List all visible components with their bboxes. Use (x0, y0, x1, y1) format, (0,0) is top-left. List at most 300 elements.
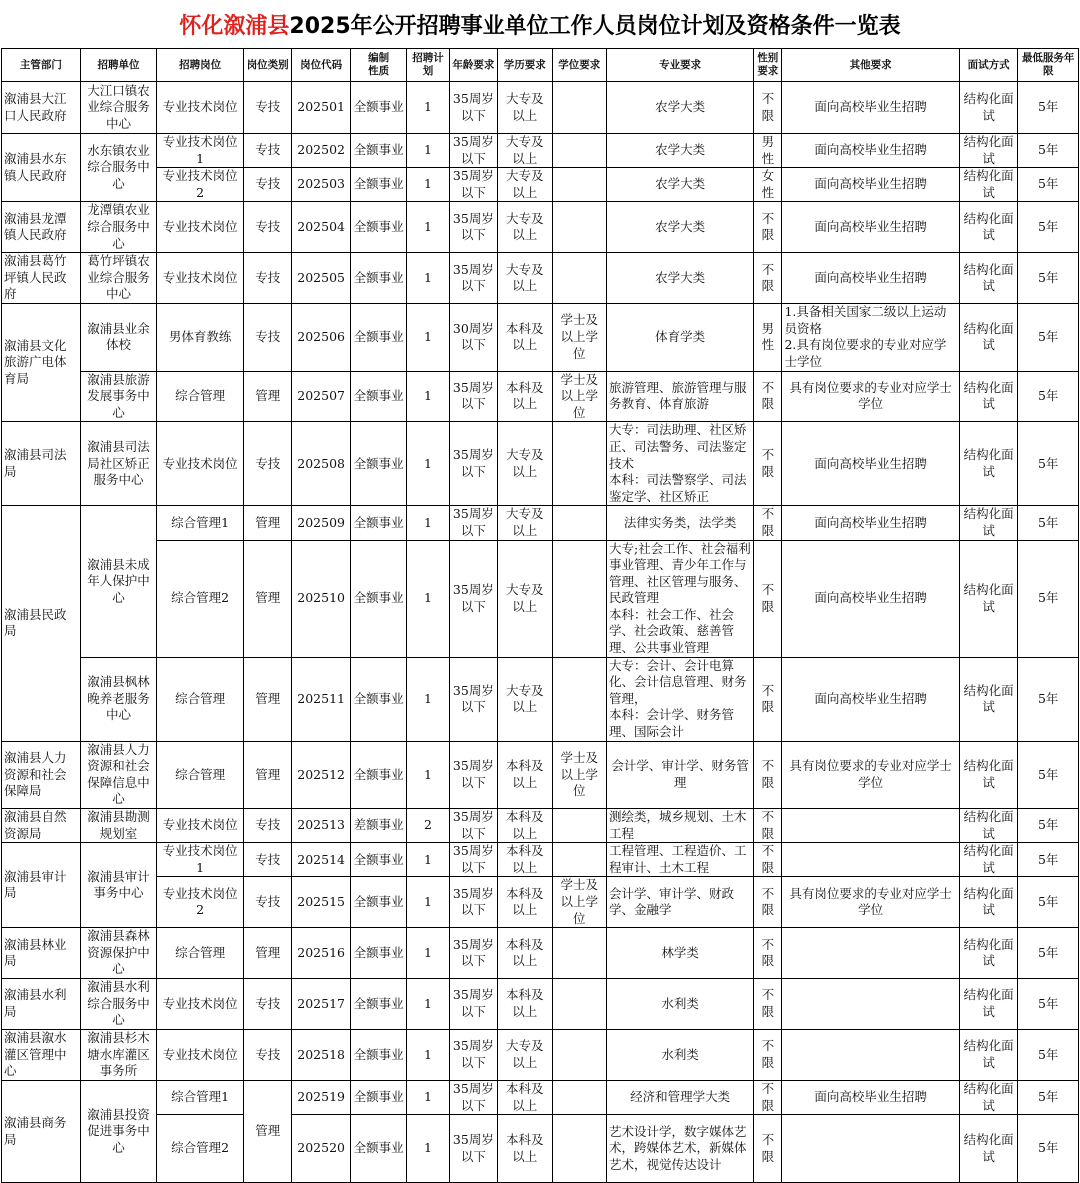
nature-cell: 全额事业 (350, 202, 406, 253)
plan-cell: 1 (407, 1115, 449, 1183)
code-cell: 202501 (292, 82, 350, 134)
interview-cell: 结构化面试 (959, 979, 1017, 1030)
category-cell: 专技 (244, 422, 292, 506)
nature-cell: 全额事业 (350, 540, 406, 657)
category-cell: 管理 (244, 657, 292, 741)
plan-cell: 2 (407, 809, 449, 843)
major-cell: 农学大类 (606, 253, 753, 304)
plan-cell: 1 (407, 741, 449, 808)
post-cell: 专业技术岗位1 (157, 843, 244, 877)
nature-cell: 全额事业 (350, 168, 406, 202)
major-cell: 大专：会计、会计电算化、会计信息管理、财务管理， 本科：会计学、财务管理、国际会计 (606, 657, 753, 741)
education-cell: 大专及以上 (498, 506, 552, 540)
service-years-cell: 5年 (1018, 1029, 1079, 1080)
degree-cell (552, 657, 606, 741)
nature-cell: 全额事业 (350, 928, 406, 979)
interview-cell: 结构化面试 (959, 928, 1017, 979)
post-cell: 综合管理2 (157, 540, 244, 657)
col-header: 编制 性质 (350, 49, 406, 82)
nature-cell: 全额事业 (350, 304, 406, 371)
category-cell: 管理 (244, 506, 292, 540)
age-cell: 35周岁以下 (449, 168, 497, 202)
plan-cell: 1 (407, 540, 449, 657)
table-row (2, 253, 1079, 304)
other-cell: 面向高校毕业生招聘 (782, 657, 959, 741)
service-years-cell: 5年 (1018, 202, 1079, 253)
dept-cell: 溆浦县大江口人民政府 (2, 82, 81, 134)
interview-cell: 结构化面试 (959, 1115, 1017, 1183)
other-cell (782, 843, 959, 877)
post-cell: 专业技术岗位 (157, 202, 244, 253)
post-cell: 专业技术岗位2 (157, 168, 244, 202)
post-cell: 综合管理1 (157, 506, 244, 540)
table-row (2, 304, 1079, 371)
gender-cell: 不限 (754, 371, 782, 422)
degree-cell: 学士及以上学位 (552, 371, 606, 422)
education-cell: 本科及以上 (498, 741, 552, 808)
nature-cell: 全额事业 (350, 1029, 406, 1080)
col-header: 性别要求 (754, 49, 782, 82)
unit-cell: 大江口镇农业综合服务中心 (80, 82, 157, 134)
other-cell (782, 809, 959, 843)
table-row (2, 506, 1079, 540)
unit-cell: 溆浦县勘测规划室 (80, 809, 157, 843)
degree-cell (552, 506, 606, 540)
table-row (2, 877, 1079, 928)
other-cell (782, 1115, 959, 1183)
major-cell: 农学大类 (606, 168, 753, 202)
col-header: 岗位代码 (292, 49, 350, 82)
degree-cell (552, 928, 606, 979)
gender-cell: 不限 (754, 809, 782, 843)
nature-cell: 全额事业 (350, 1080, 406, 1114)
table-row (2, 741, 1079, 808)
unit-cell: 溆浦县人力资源和社会保障信息中心 (80, 741, 157, 808)
education-cell: 本科及以上 (498, 371, 552, 422)
table-row (2, 82, 1079, 134)
other-cell: 面向高校毕业生招聘 (782, 82, 959, 134)
dept-cell: 溆浦县人力资源和社会保障局 (2, 741, 81, 808)
header-row (2, 49, 1079, 82)
gender-cell: 不限 (754, 422, 782, 506)
degree-cell (552, 1080, 606, 1114)
degree-cell (552, 843, 606, 877)
education-cell: 本科及以上 (498, 809, 552, 843)
dept-cell: 溆浦县水利局 (2, 979, 81, 1030)
post-cell: 综合管理 (157, 928, 244, 979)
major-cell: 农学大类 (606, 202, 753, 253)
plan-cell: 1 (407, 1080, 449, 1114)
recruitment-table (1, 48, 1079, 1183)
age-cell: 35周岁以下 (449, 843, 497, 877)
interview-cell: 结构化面试 (959, 506, 1017, 540)
code-cell: 202508 (292, 422, 350, 506)
col-header: 学历要求 (498, 49, 552, 82)
gender-cell: 女性 (754, 168, 782, 202)
plan-cell: 1 (407, 506, 449, 540)
education-cell: 大专及以上 (498, 253, 552, 304)
nature-cell: 全额事业 (350, 371, 406, 422)
major-cell: 旅游管理、旅游管理与服务教育、体育旅游 (606, 371, 753, 422)
other-cell: 1.具备相关国家二级以上运动员资格 2.具有岗位要求的专业对应学士学位 (782, 304, 959, 371)
gender-cell: 不限 (754, 928, 782, 979)
plan-cell: 1 (407, 253, 449, 304)
degree-cell (552, 1115, 606, 1183)
nature-cell: 全额事业 (350, 843, 406, 877)
other-cell (782, 928, 959, 979)
major-cell: 体育学类 (606, 304, 753, 371)
table-row (2, 1115, 1079, 1183)
dept-cell: 溆浦县龙潭镇人民政府 (2, 202, 81, 253)
dept-cell: 溆浦县自然资源局 (2, 809, 81, 843)
gender-cell: 男性 (754, 134, 782, 168)
code-cell: 202511 (292, 657, 350, 741)
page-title (0, 0, 1080, 48)
plan-cell: 1 (407, 422, 449, 506)
interview-cell: 结构化面试 (959, 168, 1017, 202)
category-cell: 专技 (244, 877, 292, 928)
dept-cell: 溆浦县审计局 (2, 843, 81, 928)
nature-cell: 全额事业 (350, 82, 406, 134)
table-row (2, 1029, 1079, 1080)
age-cell: 35周岁以下 (449, 82, 497, 134)
gender-cell: 不限 (754, 82, 782, 134)
major-cell: 法律实务类，法学类 (606, 506, 753, 540)
other-cell (782, 979, 959, 1030)
education-cell: 本科及以上 (498, 1080, 552, 1114)
code-cell: 202514 (292, 843, 350, 877)
major-cell: 大专;社会工作、社会福利事业管理、青少年工作与管理、社区管理与服务、民政管理 本科：社会工作、社会学、社会政策、慈善管理、公共事业管理 (606, 540, 753, 657)
title-rest: 2025年公开招聘事业单位工作人员岗位计划及资格条件一览表 (289, 13, 901, 39)
plan-cell: 1 (407, 928, 449, 979)
interview-cell: 结构化面试 (959, 540, 1017, 657)
gender-cell: 不限 (754, 843, 782, 877)
service-years-cell: 5年 (1018, 82, 1079, 134)
education-cell: 本科及以上 (498, 877, 552, 928)
degree-cell: 学士及以上学位 (552, 741, 606, 808)
degree-cell: 学士及以上学位 (552, 877, 606, 928)
post-cell: 专业技术岗位1 (157, 134, 244, 168)
plan-cell: 1 (407, 371, 449, 422)
code-cell: 202519 (292, 1080, 350, 1114)
table-row (2, 168, 1079, 202)
major-cell: 艺术设计学，数字媒体艺术，跨媒体艺术，新媒体艺术，视觉传达设计 (606, 1115, 753, 1183)
post-cell: 专业技术岗位 (157, 253, 244, 304)
nature-cell: 全额事业 (350, 877, 406, 928)
code-cell: 202512 (292, 741, 350, 808)
nature-cell: 全额事业 (350, 741, 406, 808)
other-cell: 具有岗位要求的专业对应学士学位 (782, 371, 959, 422)
other-cell: 面向高校毕业生招聘 (782, 506, 959, 540)
plan-cell: 1 (407, 1029, 449, 1080)
plan-cell: 1 (407, 82, 449, 134)
interview-cell: 结构化面试 (959, 134, 1017, 168)
plan-cell: 1 (407, 202, 449, 253)
education-cell: 大专及以上 (498, 657, 552, 741)
gender-cell: 不限 (754, 657, 782, 741)
education-cell: 本科及以上 (498, 928, 552, 979)
table-row (2, 540, 1079, 657)
post-cell: 综合管理1 (157, 1080, 244, 1114)
unit-cell: 溆浦县未成年人保护中心 (80, 506, 157, 657)
plan-cell: 1 (407, 168, 449, 202)
education-cell: 本科及以上 (498, 1115, 552, 1183)
plan-cell: 1 (407, 134, 449, 168)
degree-cell (552, 540, 606, 657)
degree-cell (552, 82, 606, 134)
table-row (2, 134, 1079, 168)
category-cell: 管理 (244, 371, 292, 422)
age-cell: 35周岁以下 (449, 253, 497, 304)
age-cell: 35周岁以下 (449, 657, 497, 741)
category-cell: 管理 (244, 928, 292, 979)
unit-cell: 溆浦县水利综合服务中心 (80, 979, 157, 1030)
interview-cell: 结构化面试 (959, 877, 1017, 928)
unit-cell: 水东镇农业综合服务中心 (80, 134, 157, 202)
code-cell: 202503 (292, 168, 350, 202)
service-years-cell: 5年 (1018, 506, 1079, 540)
category-cell: 专技 (244, 1029, 292, 1080)
col-header: 专业要求 (606, 49, 753, 82)
unit-cell: 溆浦县森林资源保护中心 (80, 928, 157, 979)
post-cell: 综合管理 (157, 371, 244, 422)
category-cell: 专技 (244, 82, 292, 134)
service-years-cell: 5年 (1018, 1080, 1079, 1114)
degree-cell (552, 253, 606, 304)
category-cell: 专技 (244, 979, 292, 1030)
education-cell: 大专及以上 (498, 1029, 552, 1080)
other-cell (782, 1029, 959, 1080)
age-cell: 35周岁以下 (449, 1115, 497, 1183)
dept-cell: 溆浦县溆水灌区管理中心 (2, 1029, 81, 1080)
degree-cell (552, 1029, 606, 1080)
dept-cell: 溆浦县葛竹坪镇人民政府 (2, 253, 81, 304)
service-years-cell: 5年 (1018, 928, 1079, 979)
other-cell: 面向高校毕业生招聘 (782, 422, 959, 506)
unit-cell: 溆浦县投资促进事务中心 (80, 1080, 157, 1182)
code-cell: 202517 (292, 979, 350, 1030)
col-header: 学位要求 (552, 49, 606, 82)
other-cell: 面向高校毕业生招聘 (782, 202, 959, 253)
other-cell: 具有岗位要求的专业对应学士学位 (782, 741, 959, 808)
col-header: 主管部门 (2, 49, 81, 82)
nature-cell: 全额事业 (350, 979, 406, 1030)
post-cell: 综合管理2 (157, 1115, 244, 1183)
age-cell: 30周岁以下 (449, 304, 497, 371)
code-cell: 202513 (292, 809, 350, 843)
table-row (2, 202, 1079, 253)
service-years-cell: 5年 (1018, 540, 1079, 657)
education-cell: 大专及以上 (498, 134, 552, 168)
interview-cell: 结构化面试 (959, 371, 1017, 422)
category-cell: 专技 (244, 168, 292, 202)
code-cell: 202506 (292, 304, 350, 371)
age-cell: 35周岁以下 (449, 371, 497, 422)
degree-cell (552, 168, 606, 202)
age-cell: 35周岁以下 (449, 202, 497, 253)
service-years-cell: 5年 (1018, 1115, 1079, 1183)
gender-cell: 不限 (754, 540, 782, 657)
age-cell: 35周岁以下 (449, 506, 497, 540)
nature-cell: 全额事业 (350, 253, 406, 304)
gender-cell: 不限 (754, 1115, 782, 1183)
education-cell: 大专及以上 (498, 82, 552, 134)
interview-cell: 结构化面试 (959, 82, 1017, 134)
service-years-cell: 5年 (1018, 253, 1079, 304)
code-cell: 202504 (292, 202, 350, 253)
category-cell: 专技 (244, 134, 292, 168)
service-years-cell: 5年 (1018, 741, 1079, 808)
table-row (2, 422, 1079, 506)
interview-cell: 结构化面试 (959, 843, 1017, 877)
unit-cell: 溆浦县业余体校 (80, 304, 157, 371)
col-header: 最低服务年限 (1018, 49, 1079, 82)
table-row (2, 928, 1079, 979)
code-cell: 202505 (292, 253, 350, 304)
age-cell: 35周岁以下 (449, 134, 497, 168)
gender-cell: 不限 (754, 1029, 782, 1080)
education-cell: 本科及以上 (498, 979, 552, 1030)
other-cell: 面向高校毕业生招聘 (782, 253, 959, 304)
education-cell: 本科及以上 (498, 304, 552, 371)
gender-cell: 男性 (754, 304, 782, 371)
major-cell: 水利类 (606, 979, 753, 1030)
post-cell: 专业技术岗位 (157, 979, 244, 1030)
major-cell: 经济和管理学大类 (606, 1080, 753, 1114)
code-cell: 202518 (292, 1029, 350, 1080)
age-cell: 35周岁以下 (449, 422, 497, 506)
service-years-cell: 5年 (1018, 168, 1079, 202)
plan-cell: 1 (407, 843, 449, 877)
other-cell: 具有岗位要求的专业对应学士学位 (782, 877, 959, 928)
unit-cell: 溆浦县审计事务中心 (80, 843, 157, 928)
education-cell: 大专及以上 (498, 202, 552, 253)
service-years-cell: 5年 (1018, 657, 1079, 741)
major-cell: 林学类 (606, 928, 753, 979)
category-cell: 专技 (244, 202, 292, 253)
plan-cell: 1 (407, 877, 449, 928)
nature-cell: 全额事业 (350, 657, 406, 741)
education-cell: 大专及以上 (498, 168, 552, 202)
major-cell: 工程管理、工程造价、工程审计、土木工程 (606, 843, 753, 877)
age-cell: 35周岁以下 (449, 1080, 497, 1114)
interview-cell: 结构化面试 (959, 1080, 1017, 1114)
age-cell: 35周岁以下 (449, 979, 497, 1030)
post-cell: 专业技术岗位 (157, 809, 244, 843)
age-cell: 35周岁以下 (449, 540, 497, 657)
age-cell: 35周岁以下 (449, 809, 497, 843)
other-cell: 面向高校毕业生招聘 (782, 1080, 959, 1114)
table-row (2, 657, 1079, 741)
nature-cell: 全额事业 (350, 506, 406, 540)
major-cell: 会计学、审计学、财政学、金融学 (606, 877, 753, 928)
service-years-cell: 5年 (1018, 877, 1079, 928)
education-cell: 本科及以上 (498, 843, 552, 877)
dept-cell: 溆浦县民政局 (2, 506, 81, 741)
degree-cell (552, 202, 606, 253)
service-years-cell: 5年 (1018, 809, 1079, 843)
title-highlight: 怀化溆浦县 (179, 13, 290, 39)
dept-cell: 溆浦县文化旅游广电体育局 (2, 304, 81, 422)
post-cell: 综合管理 (157, 741, 244, 808)
service-years-cell: 5年 (1018, 843, 1079, 877)
major-cell: 农学大类 (606, 134, 753, 168)
education-cell: 大专及以上 (498, 540, 552, 657)
unit-cell: 溆浦县司法局社区矫正服务中心 (80, 422, 157, 506)
service-years-cell: 5年 (1018, 422, 1079, 506)
plan-cell: 1 (407, 979, 449, 1030)
code-cell: 202515 (292, 877, 350, 928)
unit-cell: 溆浦县枫林晚养老服务中心 (80, 657, 157, 741)
post-cell: 专业技术岗位 (157, 1029, 244, 1080)
table-row (2, 1080, 1079, 1114)
nature-cell: 全额事业 (350, 1115, 406, 1183)
service-years-cell: 5年 (1018, 304, 1079, 371)
other-cell: 面向高校毕业生招聘 (782, 540, 959, 657)
col-header: 招聘岗位 (157, 49, 244, 82)
post-cell: 专业技术岗位2 (157, 877, 244, 928)
dept-cell: 溆浦县林业局 (2, 928, 81, 979)
gender-cell: 不限 (754, 506, 782, 540)
age-cell: 35周岁以下 (449, 741, 497, 808)
degree-cell (552, 134, 606, 168)
post-cell: 专业技术岗位 (157, 82, 244, 134)
interview-cell: 结构化面试 (959, 809, 1017, 843)
degree-cell (552, 979, 606, 1030)
interview-cell: 结构化面试 (959, 1029, 1017, 1080)
post-cell: 男体育教练 (157, 304, 244, 371)
nature-cell: 全额事业 (350, 422, 406, 506)
code-cell: 202502 (292, 134, 350, 168)
service-years-cell: 5年 (1018, 371, 1079, 422)
unit-cell: 龙潭镇农业综合服务中心 (80, 202, 157, 253)
education-cell: 大专及以上 (498, 422, 552, 506)
table-row (2, 809, 1079, 843)
other-cell: 面向高校毕业生招聘 (782, 134, 959, 168)
col-header: 年龄要求 (449, 49, 497, 82)
interview-cell: 结构化面试 (959, 422, 1017, 506)
degree-cell (552, 809, 606, 843)
interview-cell: 结构化面试 (959, 304, 1017, 371)
category-cell: 专技 (244, 304, 292, 371)
major-cell: 大专：司法助理、社区矫正、司法警务、司法鉴定技术 本科：司法警察学、司法鉴定学、社区矫正 (606, 422, 753, 506)
degree-cell (552, 422, 606, 506)
gender-cell: 不限 (754, 877, 782, 928)
category-cell: 专技 (244, 809, 292, 843)
table-row (2, 979, 1079, 1030)
gender-cell: 不限 (754, 1080, 782, 1114)
category-cell: 专技 (244, 843, 292, 877)
service-years-cell: 5年 (1018, 979, 1079, 1030)
gender-cell: 不限 (754, 253, 782, 304)
category-cell: 管理 (244, 1080, 292, 1182)
gender-cell: 不限 (754, 979, 782, 1030)
code-cell: 202510 (292, 540, 350, 657)
unit-cell: 溆浦县杉木塘水库灌区事务所 (80, 1029, 157, 1080)
category-cell: 专技 (244, 253, 292, 304)
dept-cell: 溆浦县水东镇人民政府 (2, 134, 81, 202)
nature-cell: 差额事业 (350, 809, 406, 843)
nature-cell: 全额事业 (350, 134, 406, 168)
post-cell: 专业技术岗位 (157, 422, 244, 506)
interview-cell: 结构化面试 (959, 253, 1017, 304)
age-cell: 35周岁以下 (449, 1029, 497, 1080)
major-cell: 会计学、审计学、财务管理 (606, 741, 753, 808)
major-cell: 水利类 (606, 1029, 753, 1080)
category-cell: 管理 (244, 540, 292, 657)
code-cell: 202516 (292, 928, 350, 979)
gender-cell: 不限 (754, 202, 782, 253)
